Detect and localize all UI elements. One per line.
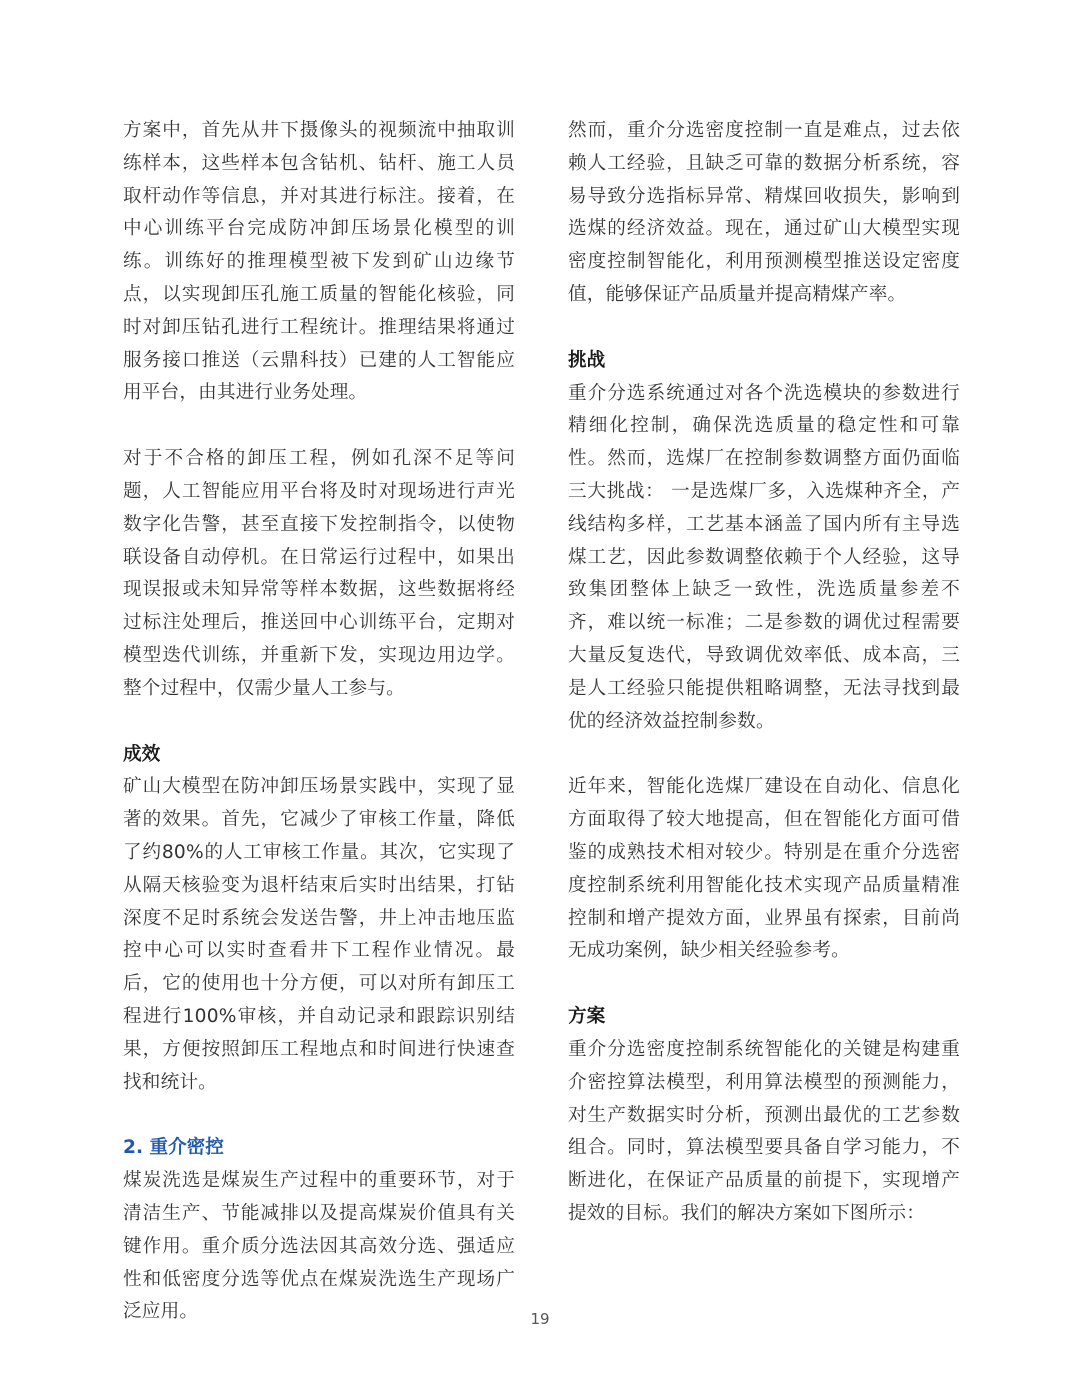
paragraph-gap [123, 706, 515, 739]
paragraph-gap [568, 738, 960, 771]
paragraph-gap [568, 968, 960, 1001]
paragraph-unqualified-handling: 对于不合格的卸压工程，例如孔深不足等问题，人工智能应用平台将及时对现场进行声光数字化告警，甚至直接下发控制指令，以使物联设备自动停机。在日常运行过程中，如果出现误报或未知异常等样本数据，这些数据将经过标注处理后，推送回中心训练平台，定期对模型迭代训练，并重新下发，实现边用边学。整个过程中，仅需少量人工参与。 [123, 448, 515, 699]
heading-solution: 方案 [568, 1006, 606, 1028]
page-number: 19 [530, 1310, 550, 1328]
right-column [568, 115, 960, 1231]
paragraph-coal-washing: 煤炭洗选是煤炭生产过程中的重要环节，对于清洁生产、节能减排以及提高煤炭价值具有关键作用。重介质分选法因其高效分选、强适应性和低密度分选等优点在煤炭洗选生产现场广泛应用。 [123, 1170, 515, 1323]
heading-effect: 成效 [123, 743, 161, 765]
paragraph-effect: 矿山大模型在防冲卸压场景实践中，实现了显著的效果。首先，它减少了审核工作量，降低了约80%的人工审核工作量。其次，它实现了从隔天核验变为退杆结束后实时出结果，打钻深度不足时系统会发送告警，井上冲击地压监控中心可以实时查看井下工程作业情况。最后，它的使用也十分方便，可以对所有卸压工程进行100%审核，并自动记录和跟踪识别结果，方便按照卸压工程地点和时间进行快速查找和统计。 [123, 776, 515, 1093]
paragraph-density-control-difficulty: 然而，重介分选密度控制一直是难点，过去依赖人工经验，且缺乏可靠的数据分析系统，容易导致分选指标异常、精煤回收损失，影响到选煤的经济效益。现在，通过矿山大模型实现密度控制智能化，利用预测模型推送设定密度值，能够保证产品质量并提高精煤产率。 [568, 120, 960, 305]
paragraph-solution: 重介分选密度控制系统智能化的关键是构建重介密控算法模型，利用算法模型的预测能力，对生产数据实时分析，预测出最优的工艺参数组合。同时，算法模型要具备自学习能力，不断进化，在保证产品质量的前提下，实现增产提效的目标。我们的解决方案如下图所示： [568, 1038, 960, 1224]
paragraph-gap [123, 1099, 515, 1132]
paragraph-training-samples: 方案中，首先从井下摄像头的视频流中抽取训练样本，这些样本包含钻机、钻杆、施工人员取杆动作等信息，并对其进行标注。接着，在中心训练平台完成防冲卸压场景化模型的训练。训练好的推理模型被下发到矿山边缘节点，以实现卸压孔施工质量的智能化核验，同时对卸压钻孔进行工程统计。推理结果将通过服务接口推送（云鼎科技）已建的人工智能应用平台，由其进行业务处理。 [123, 120, 515, 404]
paragraph-gap [123, 410, 515, 443]
paragraph-gap [568, 312, 960, 345]
heading-challenge: 挑战 [568, 349, 606, 371]
heading-section-2: 2. 重介密控 [123, 1137, 224, 1159]
left-column [123, 115, 515, 1329]
paragraph-challenge: 重介分选系统通过对各个洗选模块的参数进行精细化控制，确保洗选质量的稳定性和可靠性。然而，选煤厂在控制参数调整方面仍面临三大挑战： 一是选煤厂多，入选煤种齐全，产线结构多样，工艺基本涵盖了国内所有主导选煤工艺，因此参数调整依赖于个人经验，这导致集团整体上缺乏一致性，洗选质量参差不齐，难以统一标准；二是参数的调优过程需要大量反复迭代，导致调优效率低、成本高，三是人工经验只能提供粗略调整，无法寻找到最优的经济效益控制参数。 [568, 382, 960, 732]
paragraph-recent-years: 近年来，智能化选煤厂建设在自动化、信息化方面取得了较大地提高，但在智能化方面可借鉴的成熟技术相对较少。特别是在重介分选密度控制系统利用智能化技术实现产品质量精准控制和增产提效方面，业界虽有探索，目前尚无成功案例，缺少相关经验参考。 [568, 776, 960, 962]
